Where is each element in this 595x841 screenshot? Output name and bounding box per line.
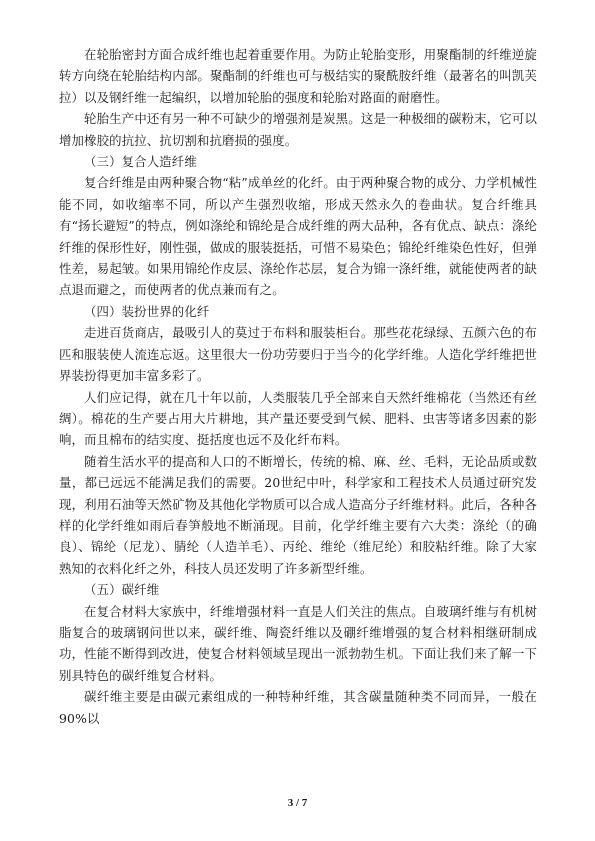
paragraph-tire-fiber: 在轮胎密封方面合成纤维也起着重要作用。为防止轮胎变形，用聚酯制的纤维逆旋转方向绕在轮胎结构内部。聚酯制的纤维也可与极结实的聚酰胺纤维（最著名的叫凯芙拉）以及钢纤维一起编织，以增加轮胎的强度和轮胎对路面的耐磨性。 [59,47,537,105]
paragraph-fiber-reinforced: 在复合材料大家族中，纤维增强材料一直是人们关注的焦点。自玻璃纤维与有机树脂复合的玻璃钢问世以来，碳纤维、陶瓷纤维以及硼纤维增强的复合材料相继研制成功，性能不断得到改进，使复合材料领域呈现出一派勃勃生机。下面让我们来了解一下别具特色的碳纤维复合材料。 [59,603,537,683]
paragraph-department-store: 走进百货商店，最吸引人的莫过于布料和服装柜台。那些花花绿绿、五颜六色的布匹和服装使人流连忘返。这里很大一份功劳要归于当今的化学纤维。人造化学纤维把世界装扮得更加丰富多彩了。 [59,325,537,384]
paragraph-cotton-history: 人们应记得，就在几十年以前，人类服装几乎全部来自天然纤维棉花（当然还有丝绸）。棉花的生产要占用大片耕地，其产量还要受到气候、肥料、虫害等诸多因素的影响，而且棉布的结实度、挺括度也远不及化纤布料。 [59,389,537,448]
section-heading-carbon-fiber: （五）碳纤维 [84,582,160,598]
paragraph-carbon-fiber-definition: 碳纤维主要是由碳元素组成的一种特种纤维，其含碳量随种类不同而异，一般在90%以 [59,689,537,726]
section-heading-composite-fiber: （三）复合人造纤维 [84,154,197,170]
paragraph-chemical-fiber-types: 随着生活水平的提高和人口的不断增长，传统的棉、麻、丝、毛料，无论品质或数量，都已远远不能满足我们的需要。20世纪中叶，科学家和工程技术人员通过研究发现，利用石油等天然矿物及其他化学物质可以合成人造高分子纤维材料。此后，各种各样的化学纤维如雨后春笋般地不断涌现。目前，化学纤维主要有六大类：涤纶（的确良）、锦纶（尼龙）、腈纶（人造羊毛）、丙纶、维纶（维尼纶）和胶粘纤维。除了大家熟知的衣料化纤之外，科技人员还发明了许多新型纤维。 [59,453,537,576]
paragraph-composite-fiber: 复合纤维是由两种聚合物“粘”成单丝的化纤。由于两种聚合物的成分、力学机械性能不同，如收缩率不同，所以产生强烈收缩，形成天然永久的卷曲状。复合纤维具有“扬长避短”的特点，例如涤纶和锦纶是合成纤维的两大品种，各有优点、缺点：涤纶纤维的保形性好，刚性强，做成的服装挺括，可惜不易染色；锦纶纤维染色性好，但弹性差，易起皱。如果用锦纶作皮层、涤纶作芯层，复合为锦一涤纤维，就能使两者的缺点退而避之，而使两者的优点兼而有之。 [59,175,537,298]
document-body [59,44,537,729]
section-heading-dressing-world: （四）装扮世界的化纤 [84,303,210,319]
paragraph-carbon-black: 轮胎生产中还有另一种不可缺少的增强剂是炭黑。这是一种极细的碳粉末，它可以增加橡胶的抗拉、抗切割和抗磨损的强度。 [59,111,537,148]
page-number: 3 / 7 [287,797,308,809]
